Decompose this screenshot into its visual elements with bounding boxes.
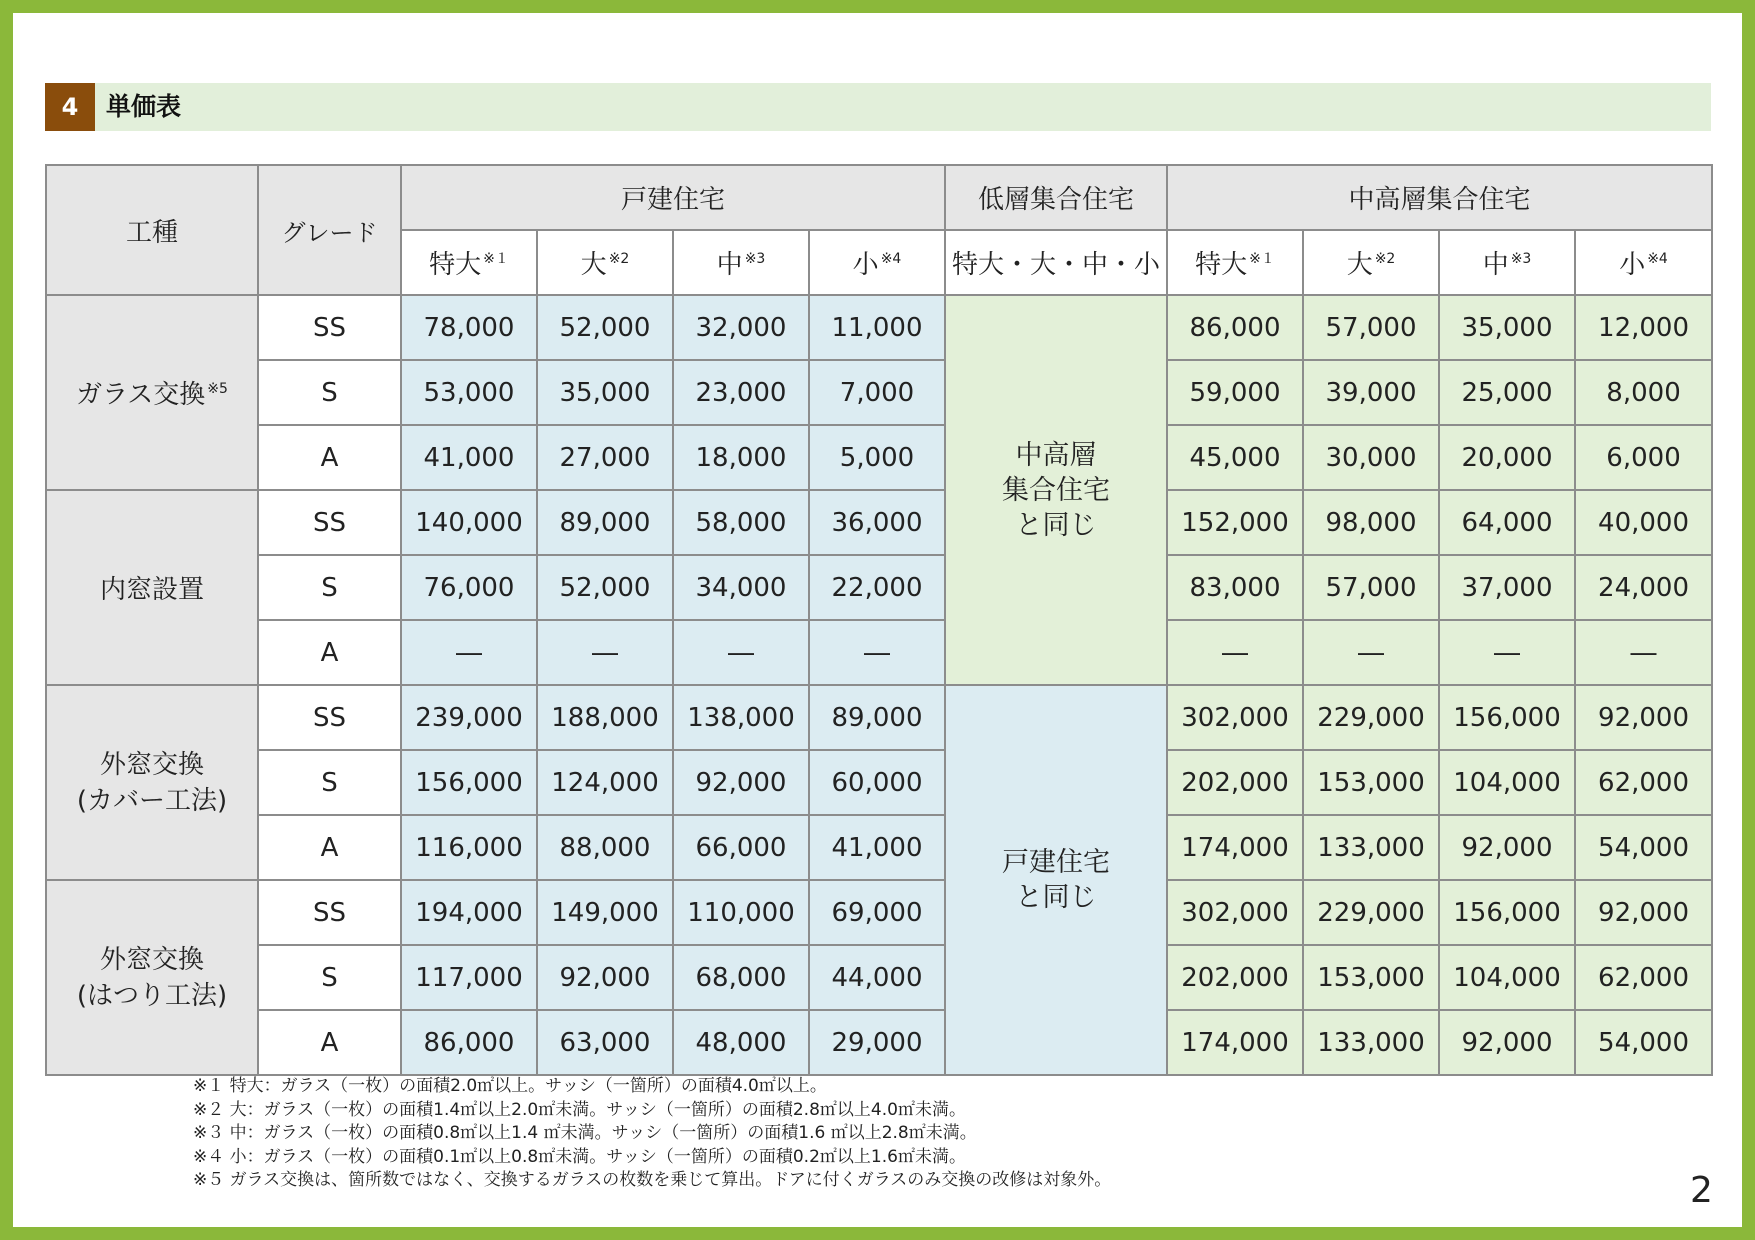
grade-cell: S [258, 360, 401, 425]
price-cell: 104,000 [1439, 945, 1575, 1010]
price-cell: 69,000 [809, 880, 945, 945]
price-cell: 64,000 [1439, 490, 1575, 555]
price-cell: 18,000 [673, 425, 809, 490]
size-header [401, 230, 537, 295]
price-cell: 202,000 [1167, 945, 1303, 1010]
price-cell: 41,000 [401, 425, 537, 490]
size-note: ※2 [1374, 251, 1396, 267]
price-cell: 78,000 [401, 295, 537, 360]
price-cell: 37,000 [1439, 555, 1575, 620]
lowrise-same-as-detached [945, 685, 1167, 1075]
work-type-label-line: 外窓交換 [99, 944, 204, 975]
grade-cell: S [258, 555, 401, 620]
price-cell: 45,000 [1167, 425, 1303, 490]
price-cell: 89,000 [809, 685, 945, 750]
price-cell: 124,000 [537, 750, 673, 815]
size-header [537, 230, 673, 295]
price-cell: 35,000 [537, 360, 673, 425]
footnote: ※３ 中：ガラス（一枚）の面積0.8㎡以上1.4 ㎡未満。サッシ（一箇所）の面積1.6 ㎡以上2.8㎡未満。 [193, 1123, 977, 1143]
price-cell: 57,000 [1303, 555, 1439, 620]
price-cell: 36,000 [809, 490, 945, 555]
header-lowrise: 低層集合住宅 [945, 165, 1167, 230]
price-cell: 140,000 [401, 490, 537, 555]
price-cell: 29,000 [809, 1010, 945, 1075]
lowrise-merged-line: と同じ [1015, 882, 1097, 913]
lowrise-subheader: 特大・大・中・小 [945, 230, 1167, 295]
size-note: ※3 [744, 251, 766, 267]
header-work-type: 工種 [46, 165, 258, 295]
size-header [673, 230, 809, 295]
price-cell: 156,000 [401, 750, 537, 815]
price-cell: 58,000 [673, 490, 809, 555]
size-note: ※１ [1249, 251, 1275, 267]
page-number: 2 [1690, 1170, 1713, 1211]
price-cell: 116,000 [401, 815, 537, 880]
price-cell: 34,000 [673, 555, 809, 620]
price-cell: 92,000 [1575, 685, 1712, 750]
price-cell: 174,000 [1167, 815, 1303, 880]
price-cell: 239,000 [401, 685, 537, 750]
price-cell: 133,000 [1303, 815, 1439, 880]
price-cell: 89,000 [537, 490, 673, 555]
unit-price-table [45, 164, 1713, 1076]
price-cell: 48,000 [673, 1010, 809, 1075]
work-type-label-line: (はつり工法) [76, 980, 228, 1011]
price-cell: 92,000 [537, 945, 673, 1010]
price-cell: 62,000 [1575, 750, 1712, 815]
price-cell: 27,000 [537, 425, 673, 490]
price-cell: 54,000 [1575, 1010, 1712, 1075]
price-cell: 138,000 [673, 685, 809, 750]
size-header [1303, 230, 1439, 295]
price-cell: 52,000 [537, 555, 673, 620]
price-cell: ― [673, 620, 809, 685]
price-cell: 35,000 [1439, 295, 1575, 360]
price-cell: 229,000 [1303, 880, 1439, 945]
size-header [809, 230, 945, 295]
price-cell: 153,000 [1303, 750, 1439, 815]
price-cell: ― [401, 620, 537, 685]
lowrise-merged-line: 中高層 [1015, 439, 1097, 471]
grade-cell: A [258, 815, 401, 880]
header-midrise: 中高層集合住宅 [1167, 165, 1712, 230]
lowrise-same-as-midrise [945, 295, 1167, 685]
lowrise-merged-line: 集合住宅 [1002, 474, 1111, 506]
price-cell: 25,000 [1439, 360, 1575, 425]
price-cell: 12,000 [1575, 295, 1712, 360]
price-cell: 202,000 [1167, 750, 1303, 815]
price-cell: 11,000 [809, 295, 945, 360]
price-cell: ― [1303, 620, 1439, 685]
size-label: 大 [1346, 250, 1373, 280]
footnote: ※１ 特大：ガラス（一枚）の面積2.0㎡以上。サッシ（一箇所）の面積4.0㎡以上。 [193, 1076, 827, 1096]
price-cell: 30,000 [1303, 425, 1439, 490]
price-cell: 229,000 [1303, 685, 1439, 750]
price-cell: 83,000 [1167, 555, 1303, 620]
price-cell: 188,000 [537, 685, 673, 750]
price-cell: 44,000 [809, 945, 945, 1010]
grade-cell: A [258, 425, 401, 490]
price-cell: 88,000 [537, 815, 673, 880]
price-cell: 62,000 [1575, 945, 1712, 1010]
size-label: 小 [852, 250, 879, 280]
price-cell: 104,000 [1439, 750, 1575, 815]
price-cell: 32,000 [673, 295, 809, 360]
price-cell: 24,000 [1575, 555, 1712, 620]
work-type-outer-window-cover [46, 685, 258, 880]
grade-cell: SS [258, 685, 401, 750]
size-label: 大 [580, 250, 607, 280]
price-cell: 57,000 [1303, 295, 1439, 360]
price-cell: ― [809, 620, 945, 685]
grade-cell: SS [258, 295, 401, 360]
price-cell: 156,000 [1439, 880, 1575, 945]
work-type-note: ※5 [207, 381, 228, 397]
grade-cell: SS [258, 880, 401, 945]
lowrise-merged-line: 戸建住宅 [1002, 847, 1111, 878]
work-type-glass-replacement [46, 295, 258, 490]
price-cell: 66,000 [673, 815, 809, 880]
grade-cell: A [258, 620, 401, 685]
price-cell: 110,000 [673, 880, 809, 945]
price-cell: 41,000 [809, 815, 945, 880]
price-cell: 153,000 [1303, 945, 1439, 1010]
price-cell: 6,000 [1575, 425, 1712, 490]
work-type-label: ガラス交換 [76, 380, 206, 410]
price-cell: 86,000 [1167, 295, 1303, 360]
section-title: 単価表 [106, 92, 182, 121]
footnote: ※５ ガラス交換は、箇所数ではなく、交換するガラスの枚数を乗じて算出。ドアに付くガラスのみ交換の改修は対象外。 [193, 1170, 1112, 1190]
price-cell: 39,000 [1303, 360, 1439, 425]
price-cell: 53,000 [401, 360, 537, 425]
price-cell: 23,000 [673, 360, 809, 425]
price-cell: 302,000 [1167, 685, 1303, 750]
size-note: ※3 [1510, 251, 1532, 267]
grade-cell: S [258, 750, 401, 815]
price-cell: 92,000 [1575, 880, 1712, 945]
footnote: ※２ 大：ガラス（一枚）の面積1.4㎡以上2.0㎡未満。サッシ（一箇所）の面積2.8㎡以上4.0㎡未満。 [193, 1099, 966, 1120]
size-header [1575, 230, 1712, 295]
price-cell: 86,000 [401, 1010, 537, 1075]
size-header [1439, 230, 1575, 295]
price-cell: 302,000 [1167, 880, 1303, 945]
footnote: ※４ 小：ガラス（一枚）の面積0.1㎡以上0.8㎡未満。サッシ（一箇所）の面積0.2㎡以上1.6㎡未満。 [193, 1146, 966, 1167]
price-cell: 117,000 [401, 945, 537, 1010]
price-cell: ― [1575, 620, 1712, 685]
footnotes [193, 1075, 1111, 1193]
size-label: 特大 [429, 250, 482, 280]
size-label: 中 [1482, 250, 1509, 280]
section-number-badge: 4 [45, 83, 95, 131]
grade-cell: A [258, 1010, 401, 1075]
price-cell: ― [1167, 620, 1303, 685]
size-note: ※2 [608, 251, 630, 267]
price-cell: ― [1439, 620, 1575, 685]
price-cell: 59,000 [1167, 360, 1303, 425]
size-header [1167, 230, 1303, 295]
price-cell: 40,000 [1575, 490, 1712, 555]
work-type-label-line: (カバー工法) [76, 785, 228, 816]
price-cell: 92,000 [1439, 1010, 1575, 1075]
price-cell: 68,000 [673, 945, 809, 1010]
price-cell: 60,000 [809, 750, 945, 815]
price-cell: 54,000 [1575, 815, 1712, 880]
grade-cell: S [258, 945, 401, 1010]
section-header [45, 83, 1711, 131]
size-note: ※4 [880, 251, 902, 267]
price-cell: 92,000 [1439, 815, 1575, 880]
price-cell: 98,000 [1303, 490, 1439, 555]
price-cell: ― [537, 620, 673, 685]
price-cell: 174,000 [1167, 1010, 1303, 1075]
size-note: ※１ [483, 251, 509, 267]
work-type-label-line: 外窓交換 [99, 749, 204, 780]
price-cell: 156,000 [1439, 685, 1575, 750]
size-label: 中 [716, 250, 743, 280]
work-type-outer-window-chipping [46, 880, 258, 1075]
price-cell: 76,000 [401, 555, 537, 620]
price-cell: 194,000 [401, 880, 537, 945]
header-grade: グレード [258, 165, 401, 295]
price-cell: 152,000 [1167, 490, 1303, 555]
price-cell: 7,000 [809, 360, 945, 425]
header-detached: 戸建住宅 [401, 165, 945, 230]
price-cell: 63,000 [537, 1010, 673, 1075]
work-type-inner-window: 内窓設置 [46, 490, 258, 685]
price-cell: 52,000 [537, 295, 673, 360]
price-cell: 92,000 [673, 750, 809, 815]
price-cell: 133,000 [1303, 1010, 1439, 1075]
lowrise-merged-line: と同じ [1015, 509, 1097, 541]
size-label: 小 [1619, 250, 1646, 280]
price-cell: 5,000 [809, 425, 945, 490]
price-cell: 22,000 [809, 555, 945, 620]
price-cell: 20,000 [1439, 425, 1575, 490]
price-cell: 149,000 [537, 880, 673, 945]
size-label: 特大 [1195, 250, 1248, 280]
size-note: ※4 [1647, 251, 1668, 267]
price-cell: 8,000 [1575, 360, 1712, 425]
grade-cell: SS [258, 490, 401, 555]
